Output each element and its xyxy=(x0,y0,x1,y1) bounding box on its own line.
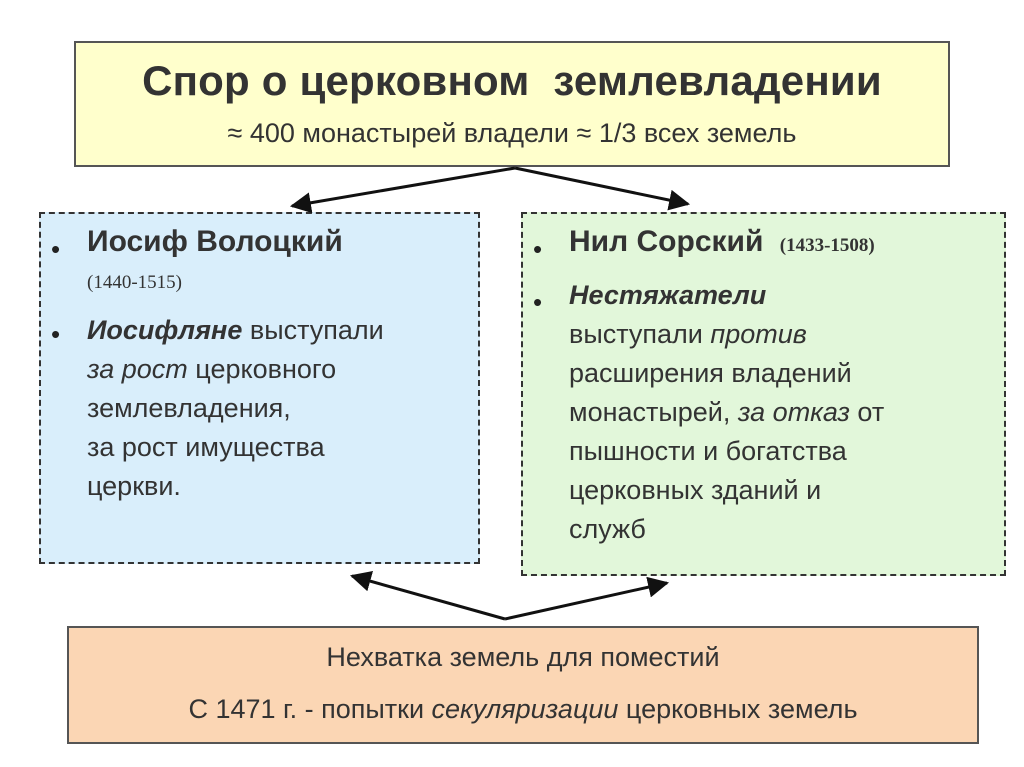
body-line: землевладения, xyxy=(87,393,291,423)
bottom-line-1: Нехватка земель для поместий xyxy=(326,642,720,672)
bullet-marker: • xyxy=(51,234,61,264)
panel-iosif-volotsky xyxy=(39,212,480,564)
body-fragment-italic: против xyxy=(710,319,807,349)
arrow-to-right-panel xyxy=(515,168,688,204)
body-line xyxy=(87,350,477,389)
body-fragment: выступали xyxy=(242,315,384,345)
body-line xyxy=(87,311,477,350)
panel-nil-sorsky xyxy=(521,212,1006,576)
body-line: церкви. xyxy=(87,471,181,501)
body-line xyxy=(569,393,999,432)
body-fragment-italic: за отказ xyxy=(737,397,850,427)
bullet-marker: • xyxy=(533,287,543,317)
title-subtitle: ≈ 400 монастырей владели ≈ 1/3 всех земель xyxy=(227,118,797,148)
body-fragment: от xyxy=(849,397,885,427)
body-line: служб xyxy=(569,514,646,544)
body-fragment-italic: за рост xyxy=(87,354,188,384)
panel-right-body xyxy=(569,276,999,549)
bullet-marker: • xyxy=(51,319,61,349)
body-fragment: церковного xyxy=(187,354,337,384)
body-line: за рост имущества xyxy=(87,432,325,462)
body-line: церковных зданий и xyxy=(569,475,822,505)
bottom-line-2 xyxy=(69,694,977,725)
name-nil: Нил Сорский xyxy=(569,225,764,258)
body-fragment: выступали xyxy=(569,319,711,349)
years-nil: (1433-1508) xyxy=(779,235,875,256)
bottom-box xyxy=(67,626,979,744)
bottom-fragment: С 1471 г. - попытки xyxy=(188,694,432,724)
body-fragment: монастырей, xyxy=(569,397,738,427)
arrow-bottom-to-right xyxy=(505,583,667,619)
title-box xyxy=(74,41,950,167)
bullet-marker: • xyxy=(533,234,543,264)
body-line xyxy=(569,315,999,354)
title-main: Спор о церковном землевладении xyxy=(142,57,882,104)
panel-left-body xyxy=(87,311,477,506)
panel-right-heading xyxy=(569,225,875,259)
name-iosif: Иосиф Волоцкий xyxy=(87,225,343,258)
group-iosiflyane: Иосифляне xyxy=(87,315,243,345)
bottom-fragment: церковных земель xyxy=(618,694,858,724)
years-iosif: (1440-1515) xyxy=(87,272,182,293)
bottom-fragment-italic: секуляризации xyxy=(431,694,619,724)
group-nestyazhateli: Нестяжатели xyxy=(569,280,767,310)
arrow-bottom-to-left xyxy=(352,576,505,619)
body-line: расширения владений xyxy=(569,358,852,388)
body-line xyxy=(569,276,999,315)
panel-left-heading xyxy=(87,225,343,259)
arrow-to-left-panel xyxy=(292,168,515,206)
body-line: пышности и богатства xyxy=(569,436,847,466)
